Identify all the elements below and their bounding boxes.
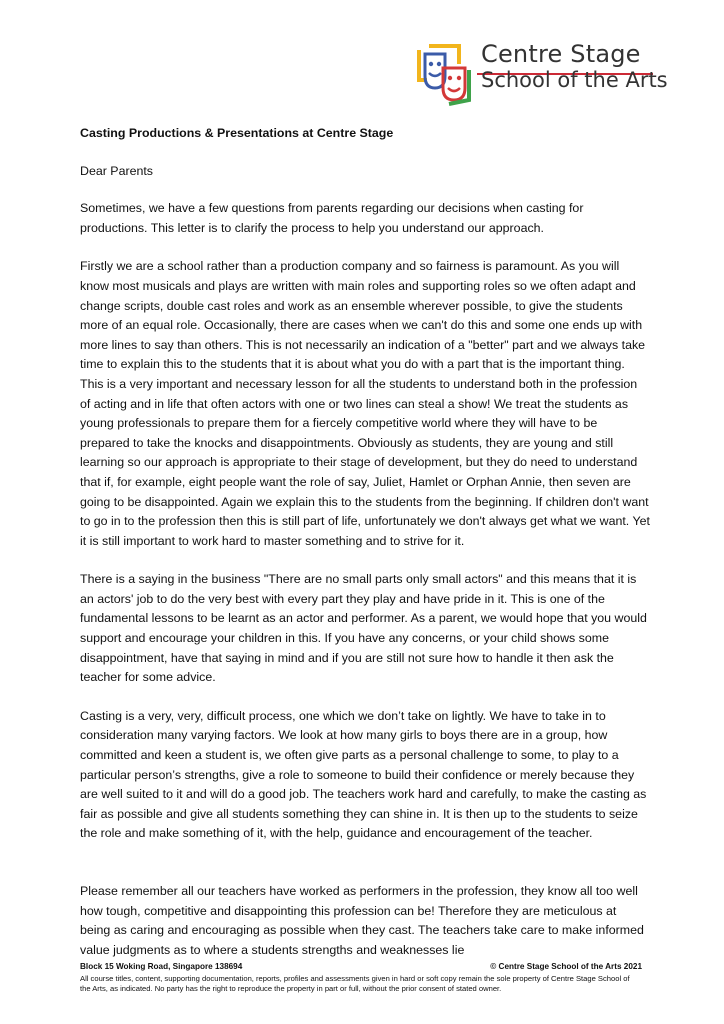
- school-logo: [415, 40, 668, 108]
- letter-body: [80, 124, 650, 979]
- letter-salutation: Dear Parents: [80, 163, 154, 178]
- paragraph-small-parts: There is a saying in the business "There are no small parts only small actors" and this means that it is an actors' job to do the very best with every part they play and have pride in it. This is one of the fundamental lessons to be learnt as an actor and performer. As a parent, we would hope that you would support and encourage your children in this. If you have any concerns, or your child shows some disappointment, have that saying in mind and if you are still not sure how to handle it then ask the teacher for some advice.: [80, 572, 647, 685]
- paragraph-intro: Sometimes, we have a few questions from parents regarding our decisions when casting for productions. This letter is to clarify the process to help you understand our approach.: [80, 201, 584, 235]
- page-footer: [80, 962, 642, 994]
- paragraph-casting-process: Casting is a very, very, difficult process, one which we don’t take on lightly. We have to take in to consideration many varying factors. We look at how many girls to boys there are in a group, how committed and keen a student is, we often give parts as a personal challenge to some, to play to a particular person’s strengths, give a role to someone to build their confidence or merely because they are well suited to it and will do a good job. The teachers work hard and carefully, to make the casting as fair as possible and give all students something they can shine in. It is then up to the students to seize the role and make something of it, with the help, guidance and encouragement of the teacher.: [80, 708, 647, 841]
- footer-address: Block 15 Woking Road, Singapore 138694: [80, 962, 243, 971]
- footer-row: [80, 962, 642, 972]
- logo-subtitle: School of the Arts: [481, 68, 668, 92]
- footer-legal-note: All course titles, content, supporting documentation, reports, profiles and assessments given in hard or soft copy remain the sole property of Centre Stage School of the Arts, as indicated. No party has the right to reproduce the property in part or full, without the prior consent of stated owner.: [80, 974, 630, 993]
- paragraph-fairness: Firstly we are a school rather than a production company and so fairness is paramount. As you will know most musicals and plays are written with main roles and supporting roles so we often adapt and change scripts, double cast roles and work as an ensemble wherever possible, to give the students more of an equal role. Occasionally, there are cases when we can't do this and some one ends up with more lines to say than others. This is not necessarily an indication of a "better" part and we always take time to explain this to the students that it is about what you do with a part that is the important thing. This is a very important and necessary lesson for all the students to understand both in the profession of acting and in life that often actors with one or two lines can steal a show! We treat the students as young professionals to prepare them for a fiercely competitive world where they will have to be prepared to take the knocks and disappointments. Obviously as students, they are young and still learning so our approach is appropriate to their stage of development, but they do need to understand that if, for example, eight people want the role of say, Juliet, Hamlet or Orphan Annie, then seven are going to be disappointed. Again we explain this to the students from the beginning. If children don't want to go in to the profession then this is still part of life, unfortunately we don't always get what we want. Yet it is still important to work hard to master something and to strive for it.: [80, 259, 650, 548]
- letter-heading: Casting Productions & Presentations at Centre Stage: [80, 126, 394, 140]
- paragraph-teachers: Please remember all our teachers have worked as performers in the profession, they know all too well how tough, competitive and disappointing this profession can be! Therefore they are meticulous at being as caring and encouraging as possible when they cast. The teachers take care to make informed value judgments as to where a students strengths and weaknesses lie: [80, 884, 644, 957]
- logo-title: Centre Stage: [481, 40, 641, 68]
- theatre-masks-icon: [415, 40, 477, 106]
- footer-copyright: © Centre Stage School of the Arts 2021: [490, 962, 642, 971]
